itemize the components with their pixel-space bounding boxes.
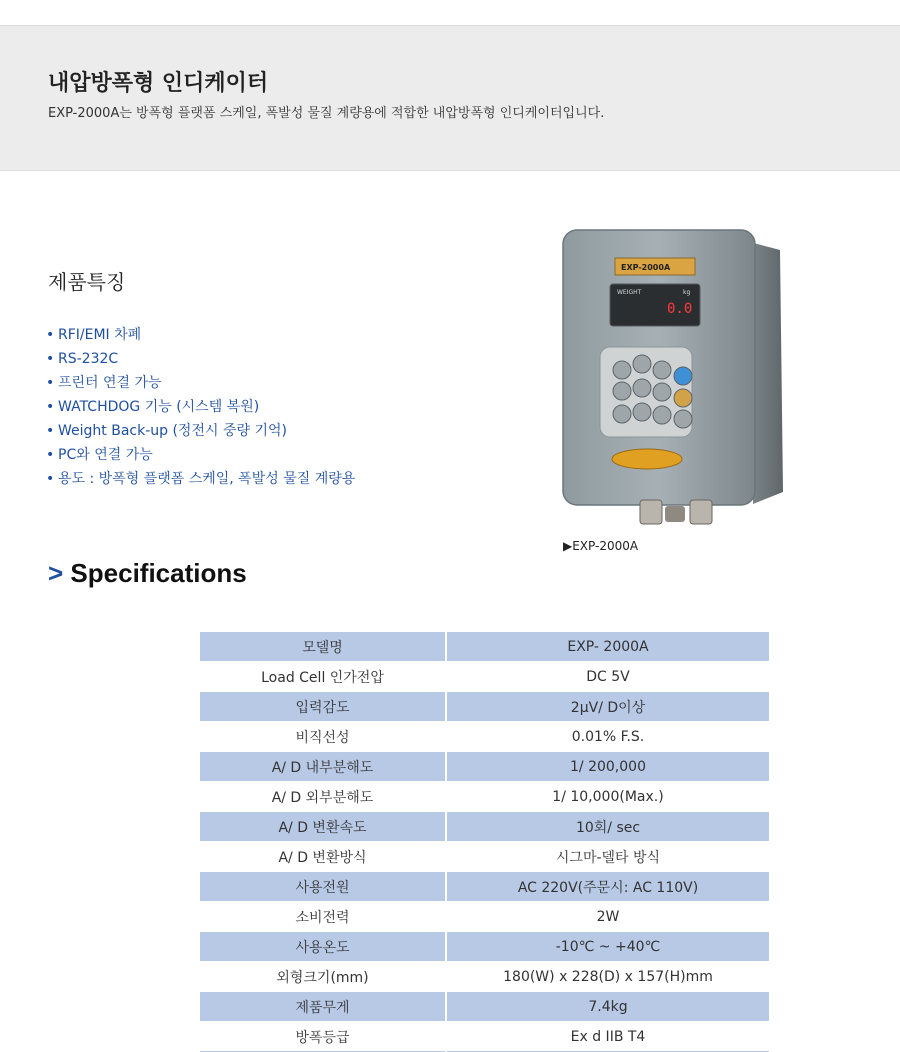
spec-value: 2W xyxy=(446,902,769,932)
spec-label: 외형크기(mm) xyxy=(200,962,446,992)
page-subtitle: EXP-2000A는 방폭형 플랫폼 스케일, 폭발성 물질 계량용에 적합한 내압방폭형 인디케이터입니다. xyxy=(48,106,605,121)
bullet-icon: • xyxy=(46,471,55,487)
spec-value: 180(W) x 228(D) x 157(H)mm xyxy=(446,962,769,992)
spec-value: 1/ 200,000 xyxy=(446,752,769,782)
table-row xyxy=(200,992,769,1022)
spec-label: 사용온도 xyxy=(200,932,446,962)
features-list xyxy=(46,324,355,492)
display-weight-label: WEIGHT xyxy=(617,289,642,296)
product-caption: ▶EXP-2000A xyxy=(563,539,639,553)
features-title: 제품특징 xyxy=(48,270,126,294)
table-row xyxy=(200,632,769,662)
table-row xyxy=(200,692,769,722)
spec-value: 0.01% F.S. xyxy=(446,722,769,752)
bullet-icon: • xyxy=(46,447,55,463)
spec-value: DC 5V xyxy=(446,662,769,692)
spec-value: 7.4kg xyxy=(446,992,769,1022)
feature-item: • WATCHDOG 기능 (시스템 복원) xyxy=(46,396,355,420)
feature-item: • PC와 연결 가능 xyxy=(46,444,355,468)
spec-label: 입력감도 xyxy=(200,692,446,722)
specifications-table xyxy=(200,632,769,1052)
spec-label: A/ D 외부분해도 xyxy=(200,782,446,812)
spec-value: 10회/ sec xyxy=(446,812,769,842)
feature-item: • RS-232C xyxy=(46,348,355,372)
spec-value: EXP- 2000A xyxy=(446,632,769,662)
feature-item: • Weight Back-up (정전시 중량 기억) xyxy=(46,420,355,444)
page-header xyxy=(0,25,900,171)
table-row xyxy=(200,662,769,692)
spec-label: A/ D 변환속도 xyxy=(200,812,446,842)
table-row xyxy=(200,962,769,992)
table-row xyxy=(200,722,769,752)
page-title: 내압방폭형 인디케이터 xyxy=(48,71,269,96)
table-row xyxy=(200,1022,769,1052)
bullet-icon: • xyxy=(46,327,55,343)
table-row xyxy=(200,902,769,932)
bullet-icon: • xyxy=(46,351,55,367)
product-image xyxy=(555,222,790,532)
feature-item: • RFI/EMI 차폐 xyxy=(46,324,355,348)
spec-label: 사용전원 xyxy=(200,872,446,902)
bullet-icon: • xyxy=(46,399,55,415)
spec-value: Ex d IIB T4 xyxy=(446,1022,769,1052)
table-row xyxy=(200,842,769,872)
spec-label: A/ D 변환방식 xyxy=(200,842,446,872)
feature-item: • 용도 : 방폭형 플랫폼 스케일, 폭발성 물질 계량용 xyxy=(46,468,355,492)
spec-label: A/ D 내부분해도 xyxy=(200,752,446,782)
spec-value: 1/ 10,000(Max.) xyxy=(446,782,769,812)
spec-label: 방폭등급 xyxy=(200,1022,446,1052)
bullet-icon: • xyxy=(46,375,55,391)
spec-label: 소비전력 xyxy=(200,902,446,932)
bullet-icon: • xyxy=(46,423,55,439)
table-row xyxy=(200,872,769,902)
spec-label: 제품무게 xyxy=(200,992,446,1022)
table-row xyxy=(200,752,769,782)
display-value: 0.0 xyxy=(667,301,693,317)
table-row xyxy=(200,782,769,812)
spec-value: AC 220V(주문시: AC 110V) xyxy=(446,872,769,902)
display-unit: kg xyxy=(683,289,691,296)
device-label: EXP-2000A xyxy=(621,263,671,272)
feature-item: • 프린터 연결 가능 xyxy=(46,372,355,396)
spec-value: -10℃ ~ +40℃ xyxy=(446,932,769,962)
spec-value: 시그마-델타 방식 xyxy=(446,842,769,872)
spec-value: 2μV/ D이상 xyxy=(446,692,769,722)
table-row xyxy=(200,812,769,842)
section-arrow-icon: > xyxy=(48,558,64,588)
table-row xyxy=(200,932,769,962)
spec-label: 비직선성 xyxy=(200,722,446,752)
specifications-title: > Specifications xyxy=(48,558,247,588)
spec-label: Load Cell 인가전압 xyxy=(200,662,446,692)
spec-label: 모델명 xyxy=(200,632,446,662)
